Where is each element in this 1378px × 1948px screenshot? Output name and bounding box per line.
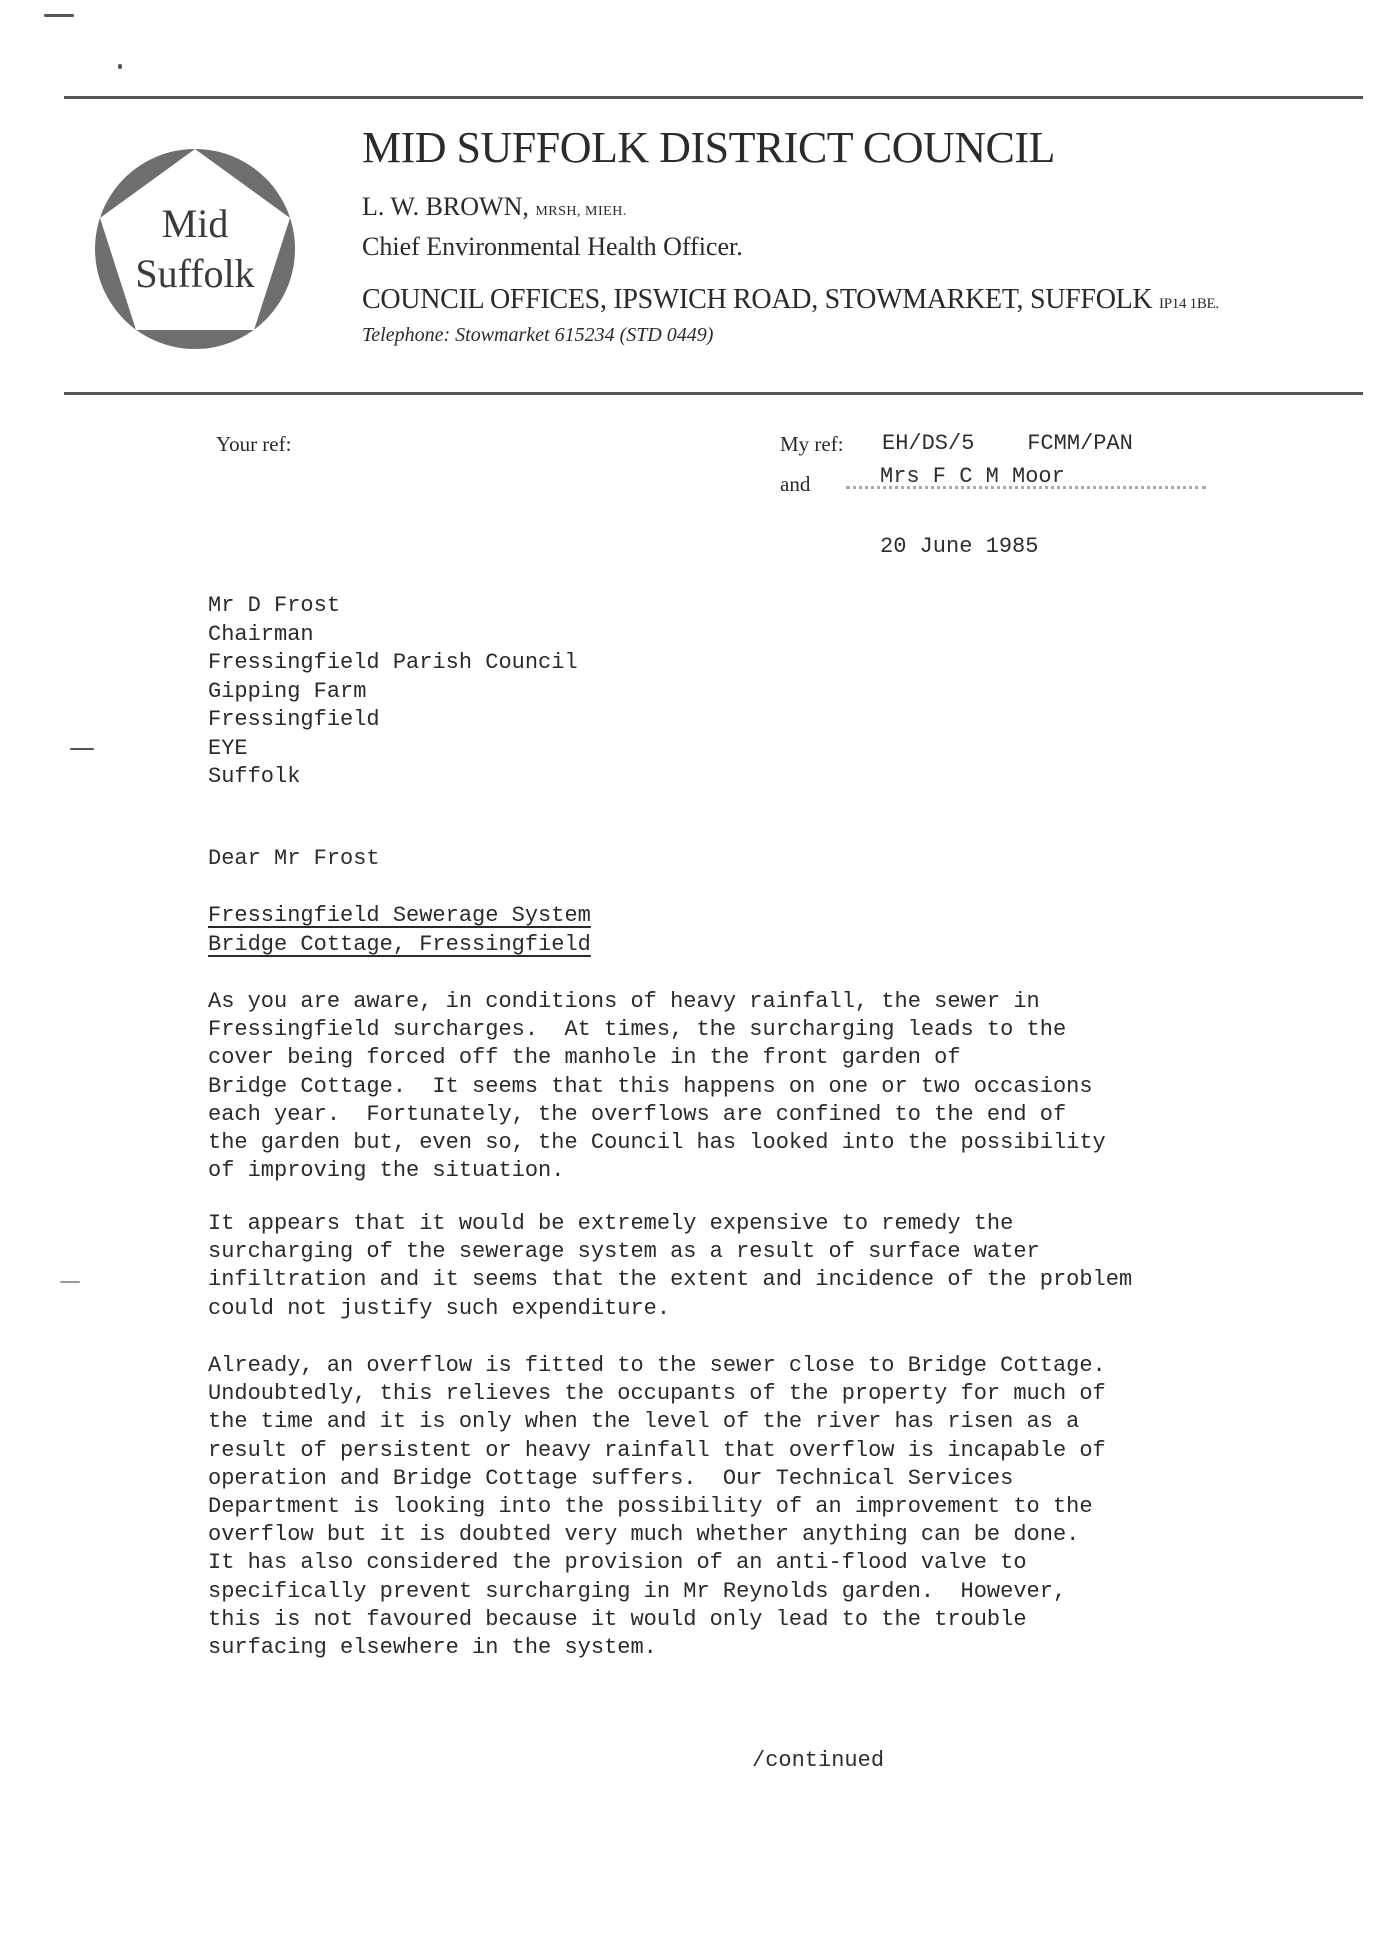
body-line: As you are aware, in conditions of heavy rainfall, the sewer in: [208, 989, 1040, 1014]
logo-text: [92, 146, 298, 352]
officer-title: Chief Environmental Health Officer.: [362, 232, 743, 261]
recipient-line: Fressingfield Parish Council: [208, 650, 578, 675]
body-line: result of persistent or heavy rainfall that overflow is incapable of: [208, 1437, 1106, 1463]
body-paragraph-3: [208, 1352, 1208, 1662]
officer-qualifications: MRSH, MIEH.: [535, 204, 627, 219]
officer-line: [362, 192, 627, 222]
dotted-line: [846, 486, 1206, 489]
body-line: this is not favoured because it would only lead to the trouble: [208, 1606, 1027, 1632]
recipient-line: EYE: [208, 735, 248, 761]
body-line: It appears that it would be extremely expensive to remedy the: [208, 1211, 1014, 1236]
officer-name: L. W. BROWN,: [362, 192, 529, 221]
body-line: surcharging of the sewerage system as a result of surface water: [208, 1239, 1040, 1265]
body-line: overflow but it is doubted very much whether anything can be done.: [208, 1522, 1080, 1548]
header-top-rule: [64, 96, 1363, 99]
salutation: Dear Mr Frost: [208, 846, 380, 871]
body-paragraph-2: [208, 1210, 1208, 1323]
address-text: COUNCIL OFFICES, IPSWICH ROAD, STOWMARKET, SUFFOLK: [362, 284, 1153, 315]
and-ref-value: Mrs F C M Moor: [880, 464, 1065, 489]
recipient-line: Fressingfield: [208, 707, 380, 732]
telephone: Telephone: Stowmarket 615234 (STD 0449): [362, 324, 714, 346]
body-line: Fressingfield surcharges. At times, the surcharging leads to the: [208, 1017, 1067, 1043]
recipient-line: Gipping Farm: [208, 678, 367, 704]
body-line: operation and Bridge Cottage suffers. Our Technical Services: [208, 1465, 1014, 1491]
scan-mark: [118, 64, 122, 69]
and-label: and: [780, 472, 811, 496]
body-line: Bridge Cottage. It seems that this happens on one or two occasions: [208, 1073, 1093, 1099]
body-line: infiltration and it seems that the extent and incidence of the problem: [208, 1267, 1133, 1293]
subject-heading: [208, 902, 591, 959]
logo-line-2: Suffolk: [135, 251, 255, 296]
subject-line: Fressingfield Sewerage System: [208, 903, 591, 928]
council-name: MID SUFFOLK DISTRICT COUNCIL: [362, 123, 1055, 172]
body-line: the time and it is only when the level of the river has risen as a: [208, 1409, 1080, 1435]
body-line: of improving the situation.: [208, 1158, 565, 1184]
body-line: surfacing elsewhere in the system.: [208, 1635, 657, 1661]
body-line: could not justify such expenditure.: [208, 1295, 671, 1321]
letter-date: 20 June 1985: [880, 534, 1039, 559]
body-line: each year. Fortunately, the overflows are confined to the end of: [208, 1101, 1067, 1127]
body-line: specifically prevent surcharging in Mr Reynolds garden. However,: [208, 1578, 1067, 1604]
body-paragraph-1: [208, 988, 1208, 1185]
recipient-address: [208, 592, 578, 792]
body-line: Undoubtedly, this relieves the occupants of the property for much of: [208, 1381, 1106, 1407]
body-line: Already, an overflow is fitted to the sewer close to Bridge Cottage.: [208, 1353, 1106, 1378]
continued-marker: /continued: [752, 1748, 885, 1773]
scan-mark: [70, 748, 94, 750]
recipient-line: Suffolk: [208, 764, 301, 789]
scan-mark: [44, 14, 74, 17]
scan-mark: [60, 1281, 80, 1283]
header-bottom-rule: [64, 392, 1363, 395]
recipient-line: Mr D Frost: [208, 593, 341, 618]
postcode: IP14 1BE.: [1159, 296, 1219, 312]
body-line: the garden but, even so, the Council has looked into the possibility: [208, 1130, 1106, 1156]
logo-line-1: Mid: [161, 201, 229, 246]
recipient-line: Chairman: [208, 621, 314, 647]
subject-line: Bridge Cottage, Fressingfield: [208, 931, 591, 957]
my-ref-value: EH/DS/5 FCMM/PAN: [882, 431, 1133, 456]
council-address: [362, 284, 1219, 316]
body-line: Department is looking into the possibility of an improvement to the: [208, 1494, 1093, 1520]
my-ref-label: My ref:: [780, 432, 844, 456]
your-ref-label: Your ref:: [216, 432, 292, 456]
body-line: It has also considered the provision of an anti-flood valve to: [208, 1550, 1027, 1576]
body-line: cover being forced off the manhole in the front garden of: [208, 1045, 961, 1071]
